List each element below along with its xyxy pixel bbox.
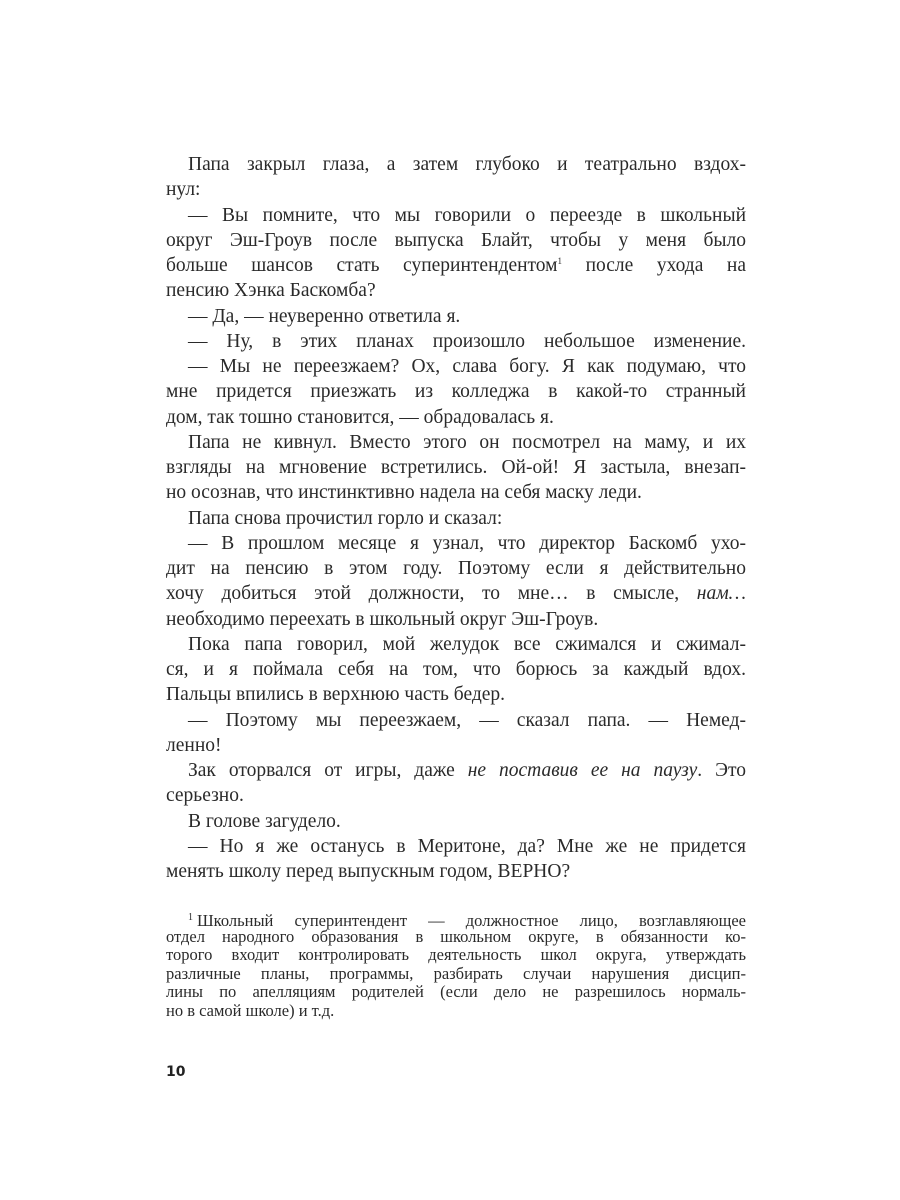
text-segment: — Ну, в этих планах произошло небольшое изменение. xyxy=(188,330,746,352)
text-segment: — Вы помните, что мы говорили о переезде в школьный xyxy=(188,204,746,226)
text-segment: . Это xyxy=(697,760,746,781)
paragraph-line xyxy=(166,455,746,480)
text-segment: серьезно. xyxy=(166,785,244,807)
text-segment: — Но я же останусь в Меритоне, да? Мне же не придется xyxy=(188,835,746,857)
footnote xyxy=(166,909,746,1021)
text-segment: пенсию Хэнка Баскомба? xyxy=(166,280,376,302)
paragraph-line xyxy=(166,531,746,556)
paragraph-line xyxy=(166,834,746,859)
text-segment: лины по апелляциям родителей (если дело не разрешилось нормаль- xyxy=(166,982,746,1002)
paragraph-line xyxy=(166,480,746,505)
paragraph-line xyxy=(166,278,746,303)
paragraph-line xyxy=(166,581,746,606)
paragraph-line xyxy=(166,405,746,430)
text-segment: — Да, — неуверенно ответила я. xyxy=(188,305,461,327)
footnote-line xyxy=(166,928,746,947)
footnote-line xyxy=(166,909,746,928)
paragraph-line xyxy=(166,379,746,404)
paragraph-line xyxy=(166,607,746,632)
text-segment: Пока папа говорил, мой желудок все сжимался и сжимал- xyxy=(188,633,746,655)
text-segment: нул: xyxy=(166,179,201,201)
text-segment: — Мы не переезжаем? Ох, слава богу. Я как подумаю, что xyxy=(188,356,746,377)
footnote-line xyxy=(166,965,746,984)
text-segment: дом, так тошно становится, — обрадовалась я. xyxy=(166,406,554,428)
text-segment: В голове загудело. xyxy=(188,810,341,832)
paragraph-line xyxy=(166,253,746,278)
paragraph-line xyxy=(166,152,746,177)
text-segment: ленно! xyxy=(166,734,222,756)
footnote-ref: 1 xyxy=(557,256,563,266)
paragraph-line xyxy=(166,632,746,657)
footnote-line xyxy=(166,983,746,1002)
footnote-line xyxy=(166,946,746,965)
italic-text: не поставив ее на паузу xyxy=(467,760,698,781)
text-segment: необходимо переехать в школьный округ Эш-Гроув. xyxy=(166,608,599,630)
text-segment: — Поэтому мы переезжаем, — сказал папа. — Немед- xyxy=(188,709,746,731)
text-segment: Папа закрыл глаза, а затем глубоко и театрально вздох- xyxy=(188,154,746,175)
paragraph-line xyxy=(166,733,746,758)
italic-text: нам… xyxy=(696,583,746,605)
text-segment: мне придется приезжать из колледжа в какой-то странный xyxy=(166,381,746,403)
paragraph-line xyxy=(166,506,746,531)
footnote-line xyxy=(166,1002,746,1021)
paragraph-line xyxy=(166,657,746,682)
text-segment: взгляды на мгновение встретились. Ой-ой! Я застыла, внезап- xyxy=(166,457,746,478)
footnote-mark: 1 xyxy=(188,912,193,923)
text-segment: округ Эш-Гроув после выпуска Блайт, чтобы у меня было xyxy=(166,229,746,251)
text-segment: Папа снова прочистил горло и сказал: xyxy=(188,507,503,529)
text-segment: но в самой школе) и т.д. xyxy=(166,1000,335,1020)
text-segment: ся, и я поймала себя на том, что борюсь за каждый вдох. xyxy=(166,659,746,680)
paragraph-line xyxy=(166,783,746,808)
paragraph-line xyxy=(166,430,746,455)
paragraph-line xyxy=(166,809,746,834)
paragraph-line xyxy=(166,556,746,581)
page-number: 10 xyxy=(166,1064,186,1080)
text-segment: менять школу перед выпускным годом, ВЕРНО? xyxy=(166,861,571,882)
text-segment: Школьный суперинтендент — должностное лицо, возглавляющее xyxy=(197,911,746,930)
paragraph-line xyxy=(166,859,746,884)
text-segment: — В прошлом месяце я узнал, что директор Баскомб ухо- xyxy=(188,532,746,554)
paragraph-line xyxy=(166,708,746,733)
text-segment: но осознав, что инстинктивно надела на себя маску леди. xyxy=(166,482,642,504)
text-segment: хочу добиться этой должности, то мне… в смысле, xyxy=(166,583,697,605)
text-segment: Папа не кивнул. Вместо этого он посмотрел на маму, и их xyxy=(188,431,746,453)
text-segment: Зак оторвался от игры, даже xyxy=(188,760,468,781)
text-segment: дит на пенсию в этом году. Поэтому если я действительно xyxy=(166,558,746,579)
text-segment: торого входит контролировать деятельность школ округа, утверждать xyxy=(166,945,746,965)
paragraph-line xyxy=(166,304,746,329)
paragraph-line xyxy=(166,177,746,202)
paragraph-line xyxy=(166,758,746,783)
paragraph-line xyxy=(166,682,746,707)
paragraph-line xyxy=(166,228,746,253)
body-text xyxy=(166,152,746,884)
paragraph-line xyxy=(166,354,746,379)
text-segment: Пальцы впились в верхнюю часть бедер. xyxy=(166,684,506,706)
text-segment: больше шансов стать суперинтендентом xyxy=(166,255,558,276)
paragraph-line xyxy=(166,203,746,228)
text-segment: отдел народного образования в школьном округе, в обязанности ко- xyxy=(166,926,746,946)
text-segment: различные планы, программы, разбирать случаи нарушения дисцип- xyxy=(166,963,746,983)
text-segment: после ухода на xyxy=(562,255,747,276)
paragraph-line xyxy=(166,329,746,354)
